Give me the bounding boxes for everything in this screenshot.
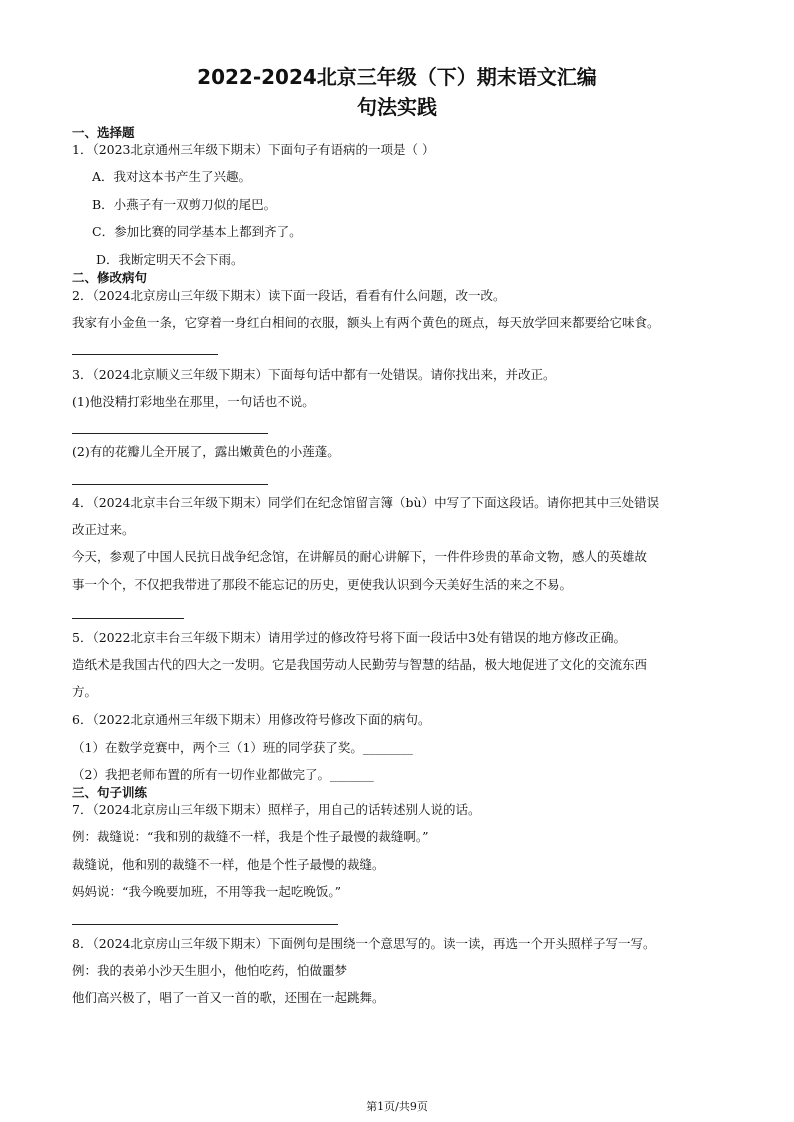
question-8-task: 他们高兴极了，唱了一首又一首的歌，还围在一起跳舞。 xyxy=(72,990,385,1005)
answer-line[interactable] xyxy=(72,924,338,925)
question-7-task: 妈妈说：“我今晚要加班，不用等我一起吃晚饭。” xyxy=(72,884,342,899)
question-8-stem: 8．（2024北京房山三年级下期末）下面例句是围绕一个意思写的。读一读，再选一个开头照样子写一写。 xyxy=(72,936,656,951)
page-title-line1: 2022-2024北京三年级（下）期末语文汇编 xyxy=(197,65,597,89)
question-6-stem: 6．（2022北京通州三年级下期末）用修改符号修改下面的病句。 xyxy=(72,712,431,727)
question-1-option-d: D．我断定明天不会下雨。 xyxy=(96,252,244,267)
section-heading-choice: 一、选择题 xyxy=(72,125,135,140)
question-7-stem: 7．（2024北京房山三年级下期末）照样子，用自己的话转述别人说的话。 xyxy=(72,802,481,817)
question-3-item-2: (2)有的花瓣儿全开展了，露出嫩黄色的小莲蓬。 xyxy=(72,444,340,459)
question-1-option-c: C．参加比赛的同学基本上都到齐了。 xyxy=(92,224,302,239)
question-4-stem-line2: 改正过来。 xyxy=(72,522,135,537)
question-2-text: 我家有小金鱼一条，它穿着一身红白相间的衣服，额头上有两个黄色的斑点，每天放学回来都要给它味食。 xyxy=(72,315,660,330)
section-heading-sentence-training: 三、句子训练 xyxy=(72,785,148,800)
question-8-example: 例：我的表弟小沙天生胆小，他怕吃药，怕做噩梦 xyxy=(72,963,348,978)
question-5-stem: 5．（2022北京丰台三年级下期末）请用学过的修改符号将下面一段话中3处有错误的地方修改正确。 xyxy=(72,630,626,645)
question-4-text-line2: 事一个个，不仅把我带进了那段不能忘记的历史，更使我认识到今天美好生活的来之不易。 xyxy=(72,577,573,592)
question-7-example-answer: 裁缝说，他和别的裁缝不一样，他是个性子最慢的裁缝。 xyxy=(72,857,385,872)
question-4-stem-line1: 4．（2024北京丰台三年级下期末）同学们在纪念馆留言簿（bù）中写了下面这段话。请你把其中三处错误 xyxy=(72,495,660,510)
question-5-text-line2: 方。 xyxy=(72,684,98,699)
answer-line[interactable] xyxy=(72,354,218,355)
answer-line[interactable] xyxy=(72,433,268,434)
question-1-option-a: A．我对这本书产生了兴趣。 xyxy=(92,169,252,184)
question-1-option-b: B．小燕子有一双剪刀似的尾巴。 xyxy=(92,197,277,212)
question-4-text-line1: 今天，参观了中国人民抗日战争纪念馆，在讲解员的耐心讲解下，一件件珍贵的革命文物，感人的英雄故 xyxy=(72,549,648,564)
question-3-item-1: (1)他没精打彩地坐在那里，一句话也不说。 xyxy=(72,394,315,409)
question-6-item-1: （1）在数学竞赛中，两个三（1）班的同学获了奖。________ xyxy=(72,740,413,755)
answer-line[interactable] xyxy=(72,484,268,485)
question-7-example: 例：裁缝说：“我和别的裁缝不一样，我是个性子最慢的裁缝啊。” xyxy=(72,829,429,844)
question-5-text-line1: 造纸术是我国古代的四大之一发明。它是我国劳动人民勤劳与智慧的结晶，极大地促进了文化的交流东西 xyxy=(72,657,648,672)
question-1-stem: 1．（2023北京通州三年级下期末）下面句子有语病的一项是（ ） xyxy=(72,142,435,157)
section-heading-revise: 二、修改病句 xyxy=(72,270,148,285)
page-number: 第1页/共9页 xyxy=(366,1100,428,1113)
question-3-stem: 3．（2024北京顺义三年级下期末）下面每句话中都有一处错误。请你找出来，并改正。 xyxy=(72,367,556,382)
question-6-item-2: （2）我把老师布置的所有一切作业都做完了。_______ xyxy=(72,767,374,782)
answer-line[interactable] xyxy=(72,618,184,619)
page-title-line2: 句法实践 xyxy=(357,95,437,119)
question-2-stem: 2．（2024北京房山三年级下期末）读下面一段话，看看有什么问题，改一改。 xyxy=(72,288,506,303)
